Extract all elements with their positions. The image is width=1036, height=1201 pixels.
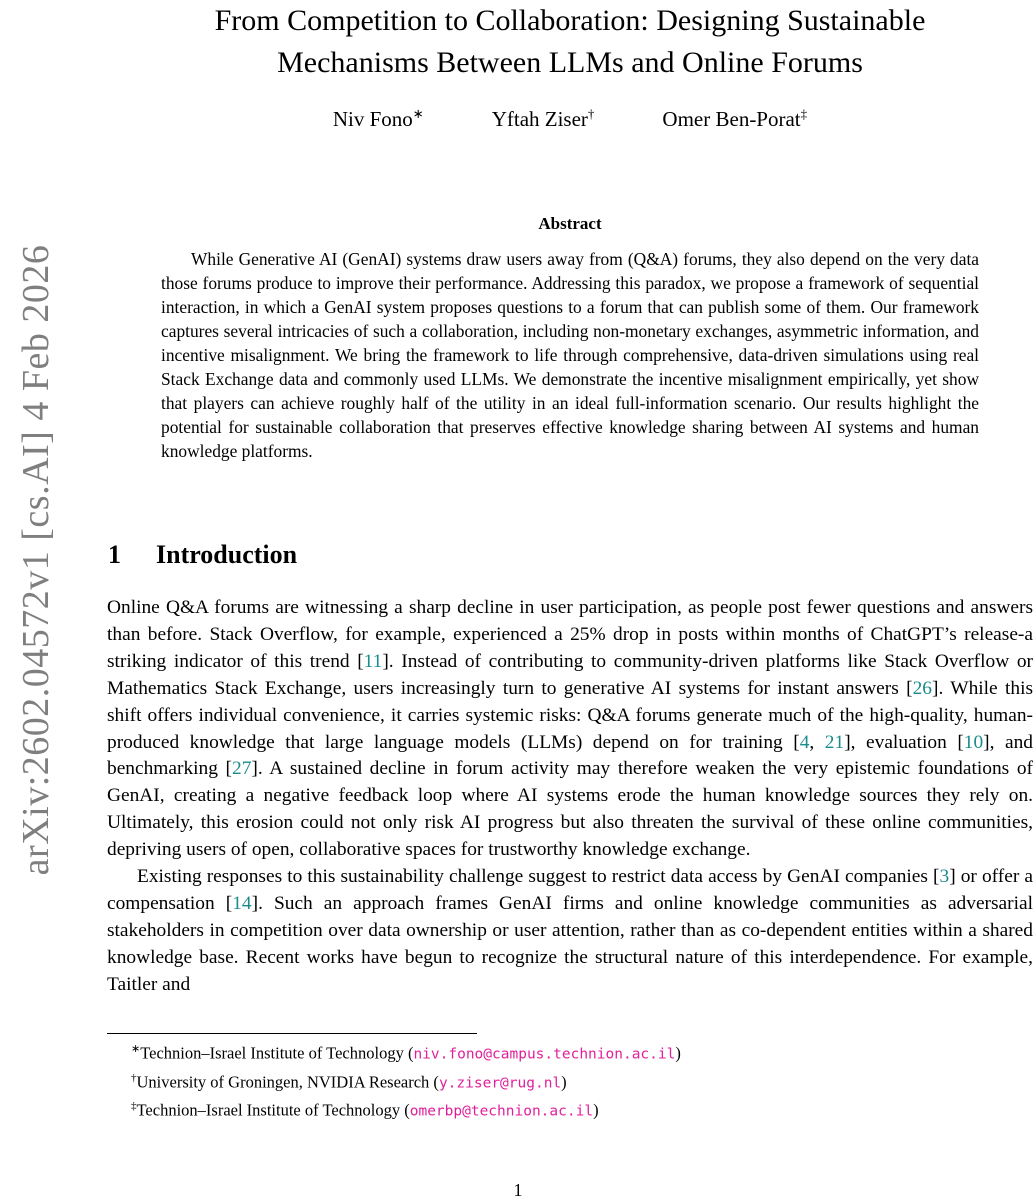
author-mark: † (587, 106, 595, 121)
author-name: Niv Fono (332, 107, 413, 131)
paragraph: Online Q&A forums are witnessing a sharp decline in user participation, as people post fewer questions and answers than before. Stack Overflow, for example, experienced a 25% drop in posts within months of ChatGPT’s release-a striking indicator of this trend [11]. Instead of contributing to community-driven platforms like Stack Overflow or Mathematics Stack Exchange, users increasingly turn to generative AI systems for instant answers [26]. While this shift offers individual convenience, it carries systemic risks: Q&A forums generate much of the high-quality, human-produced knowledge that large language models (LLMs) depend on for training [4, 21], evaluation [10], and benchmarking [27]. A sustained decline in forum activity may therefore weaken the very epistemic foundations of GenAI, creating a negative feedback loop where AI systems erode the human knowledge sources they rely on. Ultimately, this erosion could not only risk AI progress but also threaten the survival of these online communities, depriving users of open, collaborative spaces for trustworthy knowledge exchange. (107, 597, 1034, 861)
footnote: ‡Technion–Israel Institute of Technology (omerbp@technion.ac.il) (131, 1100, 599, 1120)
citation-link[interactable]: 3 (939, 866, 950, 888)
citation-link[interactable]: 10 (963, 731, 984, 753)
footnote-rule (107, 1033, 477, 1034)
citation-link[interactable]: 26 (912, 677, 932, 699)
email-link[interactable]: niv.fono@campus.technion.ac.il (413, 1046, 676, 1063)
section-number: 1 (108, 540, 121, 569)
paragraph: Existing responses to this sustainability challenge suggest to restrict data access by GenAI companies [3] or offer a compensation [14]. Such an approach frames GenAI firms and online knowledge communities as adversarial stakeholders in competition over data ownership or user attention, rather than as co-dependent entities within a shared knowledge base. Recent works have begun to recognize the structural nature of this interdependence. For example, Taitler and (107, 866, 1033, 995)
author (492, 106, 595, 132)
title-line-1: From Competition to Collaboration: Designing Sustainable (214, 4, 926, 37)
body-text (107, 595, 1033, 999)
footnote: †University of Groningen, NVIDIA Research (y.ziser@rug.nl) (131, 1071, 567, 1091)
section-title: Introduction (156, 540, 298, 569)
author-name: Omer Ben-Porat (662, 107, 801, 131)
footnote-mark: † (131, 1071, 137, 1084)
author-mark: ‡ (800, 106, 808, 121)
email-link[interactable]: omerbp@technion.ac.il (409, 1103, 594, 1120)
title-line-2: Mechanisms Between LLMs and Online Forums (277, 46, 863, 79)
author-mark: ∗ (412, 106, 424, 121)
citation-link[interactable]: 11 (363, 650, 383, 672)
author (333, 106, 424, 132)
author-name: Yftah Ziser (491, 107, 588, 131)
footnote: ∗Technion–Israel Institute of Technology (niv.fono@campus.technion.ac.il) (131, 1043, 681, 1063)
section-heading (108, 540, 297, 570)
page-number: 1 (513, 1180, 523, 1200)
author-list (108, 106, 1032, 132)
citation-link[interactable]: 4 (799, 731, 810, 753)
citation-link[interactable]: 21 (824, 731, 845, 753)
footnote-mark: ∗ (131, 1043, 141, 1055)
abstract-heading: Abstract (538, 214, 602, 233)
author (662, 106, 807, 132)
abstract-text: While Generative AI (GenAI) systems draw users away from (Q&A) forums, they also depend on the very data those forums produce to improve their performance. Addressing this paradox, we propose a framework of sequential interaction, in which a GenAI system proposes questions to a forum that can publish some of them. Our framework captures several intricacies of such a collaboration, including non-monetary exchanges, asymmetric information, and incentive misalignment. We bring the framework to life through comprehensive, data-driven simulations using real Stack Exchange data and commonly used LLMs. We demonstrate the incentive misalignment empirically, yet show that players can achieve roughly half of the utility in an ideal full-information scenario. Our results highlight the potential for sustainable collaboration that preserves effective knowledge sharing between AI systems and human knowledge platforms. (161, 249, 979, 461)
footnote-mark: ‡ (131, 1100, 137, 1112)
arxiv-id-text: arXiv:2602.04572v1 [cs.AI] 4 Feb 2026 (15, 244, 57, 876)
footnotes (131, 1038, 681, 1124)
paper-title (108, 0, 1032, 84)
citation-link[interactable]: 27 (232, 758, 252, 780)
citation-link[interactable]: 14 (232, 892, 252, 914)
email-link[interactable]: y.ziser@rug.nl (438, 1075, 562, 1091)
